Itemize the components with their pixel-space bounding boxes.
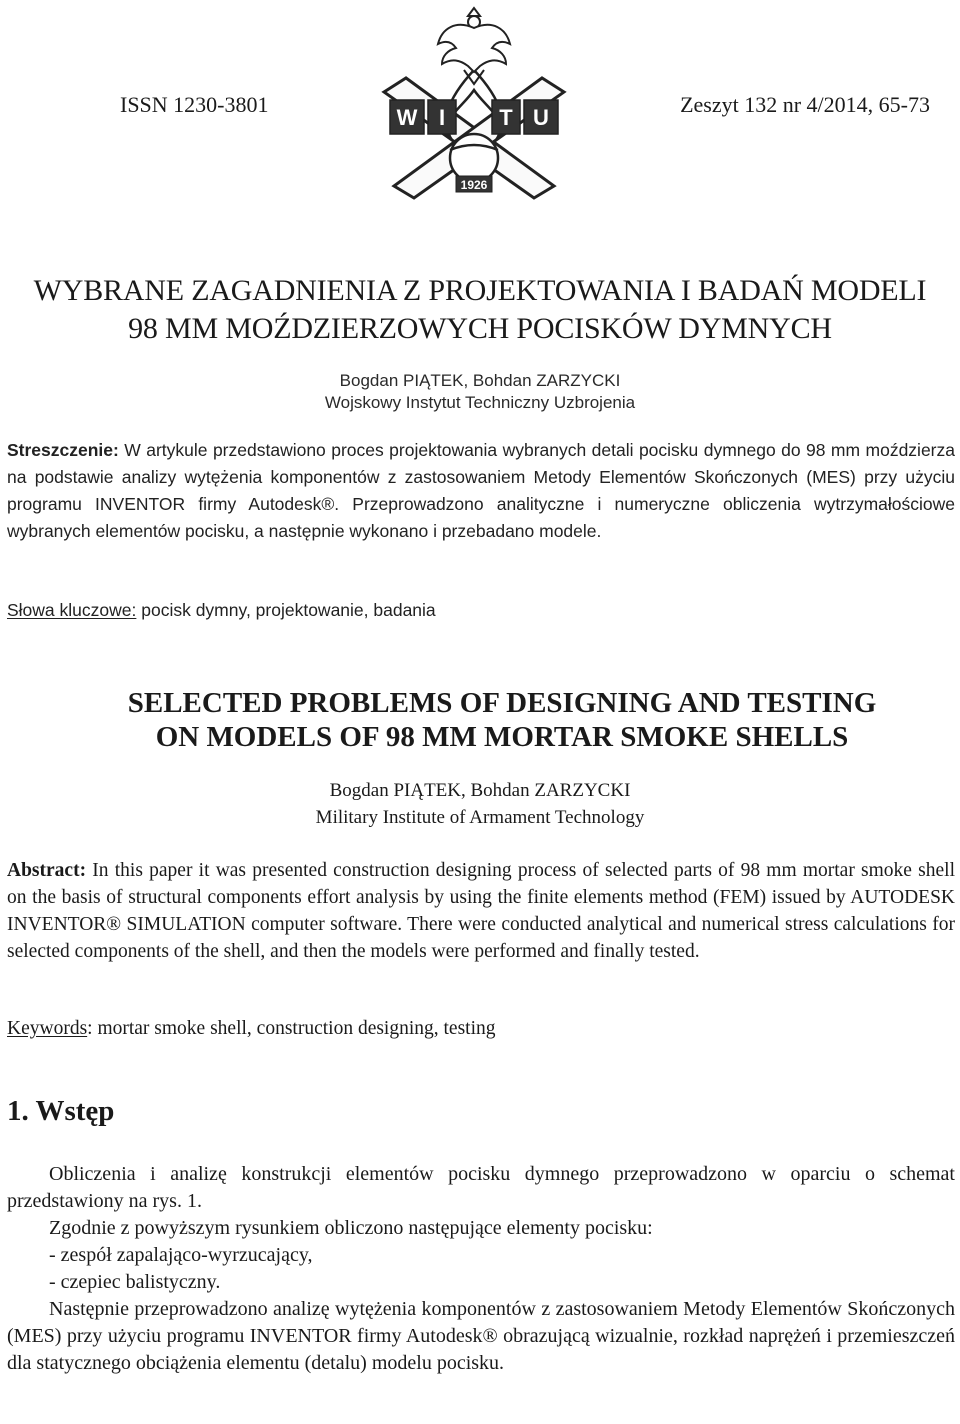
abstract-polish-label: Streszczenie: bbox=[7, 440, 119, 460]
abstract-english bbox=[7, 857, 955, 965]
issn-label: ISSN 1230-3801 bbox=[120, 92, 269, 117]
abstract-polish bbox=[7, 437, 955, 545]
authors-polish-block bbox=[0, 370, 960, 414]
logo-letter-w: W bbox=[396, 105, 418, 130]
abstract-english-text: In this paper it was presented construction designing process of selected parts of 98 mm mortar smoke shell on the basis of structural components effort analysis by using the finite elements method (FEM) issued by AUTODESK INVENTOR® SIMULATION computer software. There were conducted analytical and numerical stress calculations for selected components of the shell, and then the models were performed and finally tested. bbox=[7, 860, 955, 962]
body-list-item-1: - zespół zapalająco-wyrzucający, bbox=[49, 1244, 313, 1266]
body-list-item-2: - czepiec balistyczny. bbox=[49, 1271, 221, 1293]
body-paragraph-1: Obliczenia i analizę konstrukcji elementów pocisku dymnego przeprowadzono w oparciu o schemat przedstawiony na rys. 1. bbox=[7, 1163, 955, 1212]
keywords-english-text: : mortar smoke shell, construction designing, testing bbox=[87, 1018, 496, 1039]
svg-text:1926: 1926 bbox=[460, 178, 488, 192]
authors-english: Bogdan PIĄTEK, Bohdan ZARZYCKI bbox=[329, 780, 631, 801]
logo-letter-i: I bbox=[438, 105, 446, 130]
body-paragraph-3: Następnie przeprowadzono analizę wytężenia komponentów z zastosowaniem Metody Elementów Skończonych (MES) przy użyciu programu INVENTOR firmy Autodesk® obrazującą wizualnie, rozkład naprężeń i przemieszczeń dla statycznego obciążenia elementu (detalu) modelu pocisku. bbox=[7, 1298, 955, 1374]
section-heading: 1. Wstęp bbox=[7, 1095, 115, 1127]
issue-label: Zeszyt 132 nr 4/2014, 65-73 bbox=[680, 92, 930, 117]
eagle-icon bbox=[438, 8, 510, 84]
keywords-english bbox=[7, 1018, 496, 1040]
keywords-polish-text: pocisk dymny, projektowanie, badania bbox=[136, 600, 436, 620]
abstract-english-label: Abstract: bbox=[7, 860, 87, 881]
section-body bbox=[7, 1161, 955, 1377]
keywords-english-label: Keywords bbox=[7, 1018, 88, 1039]
logo-letter-u: U bbox=[533, 105, 549, 130]
title-english-line1: SELECTED PROBLEMS OF DESIGNING AND TESTING bbox=[127, 687, 877, 719]
witu-emblem-logo bbox=[376, 0, 572, 200]
title-english-line2: ON MODELS OF 98 MM MORTAR SMOKE SHELLS bbox=[155, 721, 849, 753]
title-polish bbox=[0, 272, 960, 348]
affiliation-polish: Wojskowy Instytut Techniczny Uzbrojenia bbox=[324, 393, 636, 412]
authors-polish: Bogdan PIĄTEK, Bohdan ZARZYCKI bbox=[339, 371, 621, 390]
title-polish-line1: WYBRANE ZAGADNIENIA Z PROJEKTOWANIA I BADAŃ MODELI bbox=[33, 274, 927, 307]
title-polish-line2: 98 MM MOŹDZIERZOWYCH POCISKÓW DYMNYCH bbox=[128, 312, 832, 345]
year-plate bbox=[456, 176, 492, 192]
logo-letter-t: T bbox=[499, 105, 513, 130]
keywords-polish-label: Słowa kluczowe: bbox=[7, 600, 137, 620]
abstract-polish-text: W artykule przedstawiono proces projektowania wybranych detali pocisku dymnego do 98 mm moździerza na podstawie analizy wytężenia komponentów z zastosowaniem Metody Elementów Skończonych (MES) przy użyciu programu INVENTOR firmy Autodesk®. Przeprowadzono analityczne i numeryczne obliczenia wytrzymałościowe wybranych elementów pocisku, a następnie wykonano i przebadano modele. bbox=[7, 440, 955, 541]
authors-english-block bbox=[0, 777, 960, 831]
body-paragraph-2: Zgodnie z powyższym rysunkiem obliczono następujące elementy pocisku: bbox=[49, 1217, 653, 1239]
keywords-polish bbox=[7, 600, 436, 621]
title-english bbox=[0, 686, 960, 754]
affiliation-english: Military Institute of Armament Technology bbox=[315, 807, 645, 828]
